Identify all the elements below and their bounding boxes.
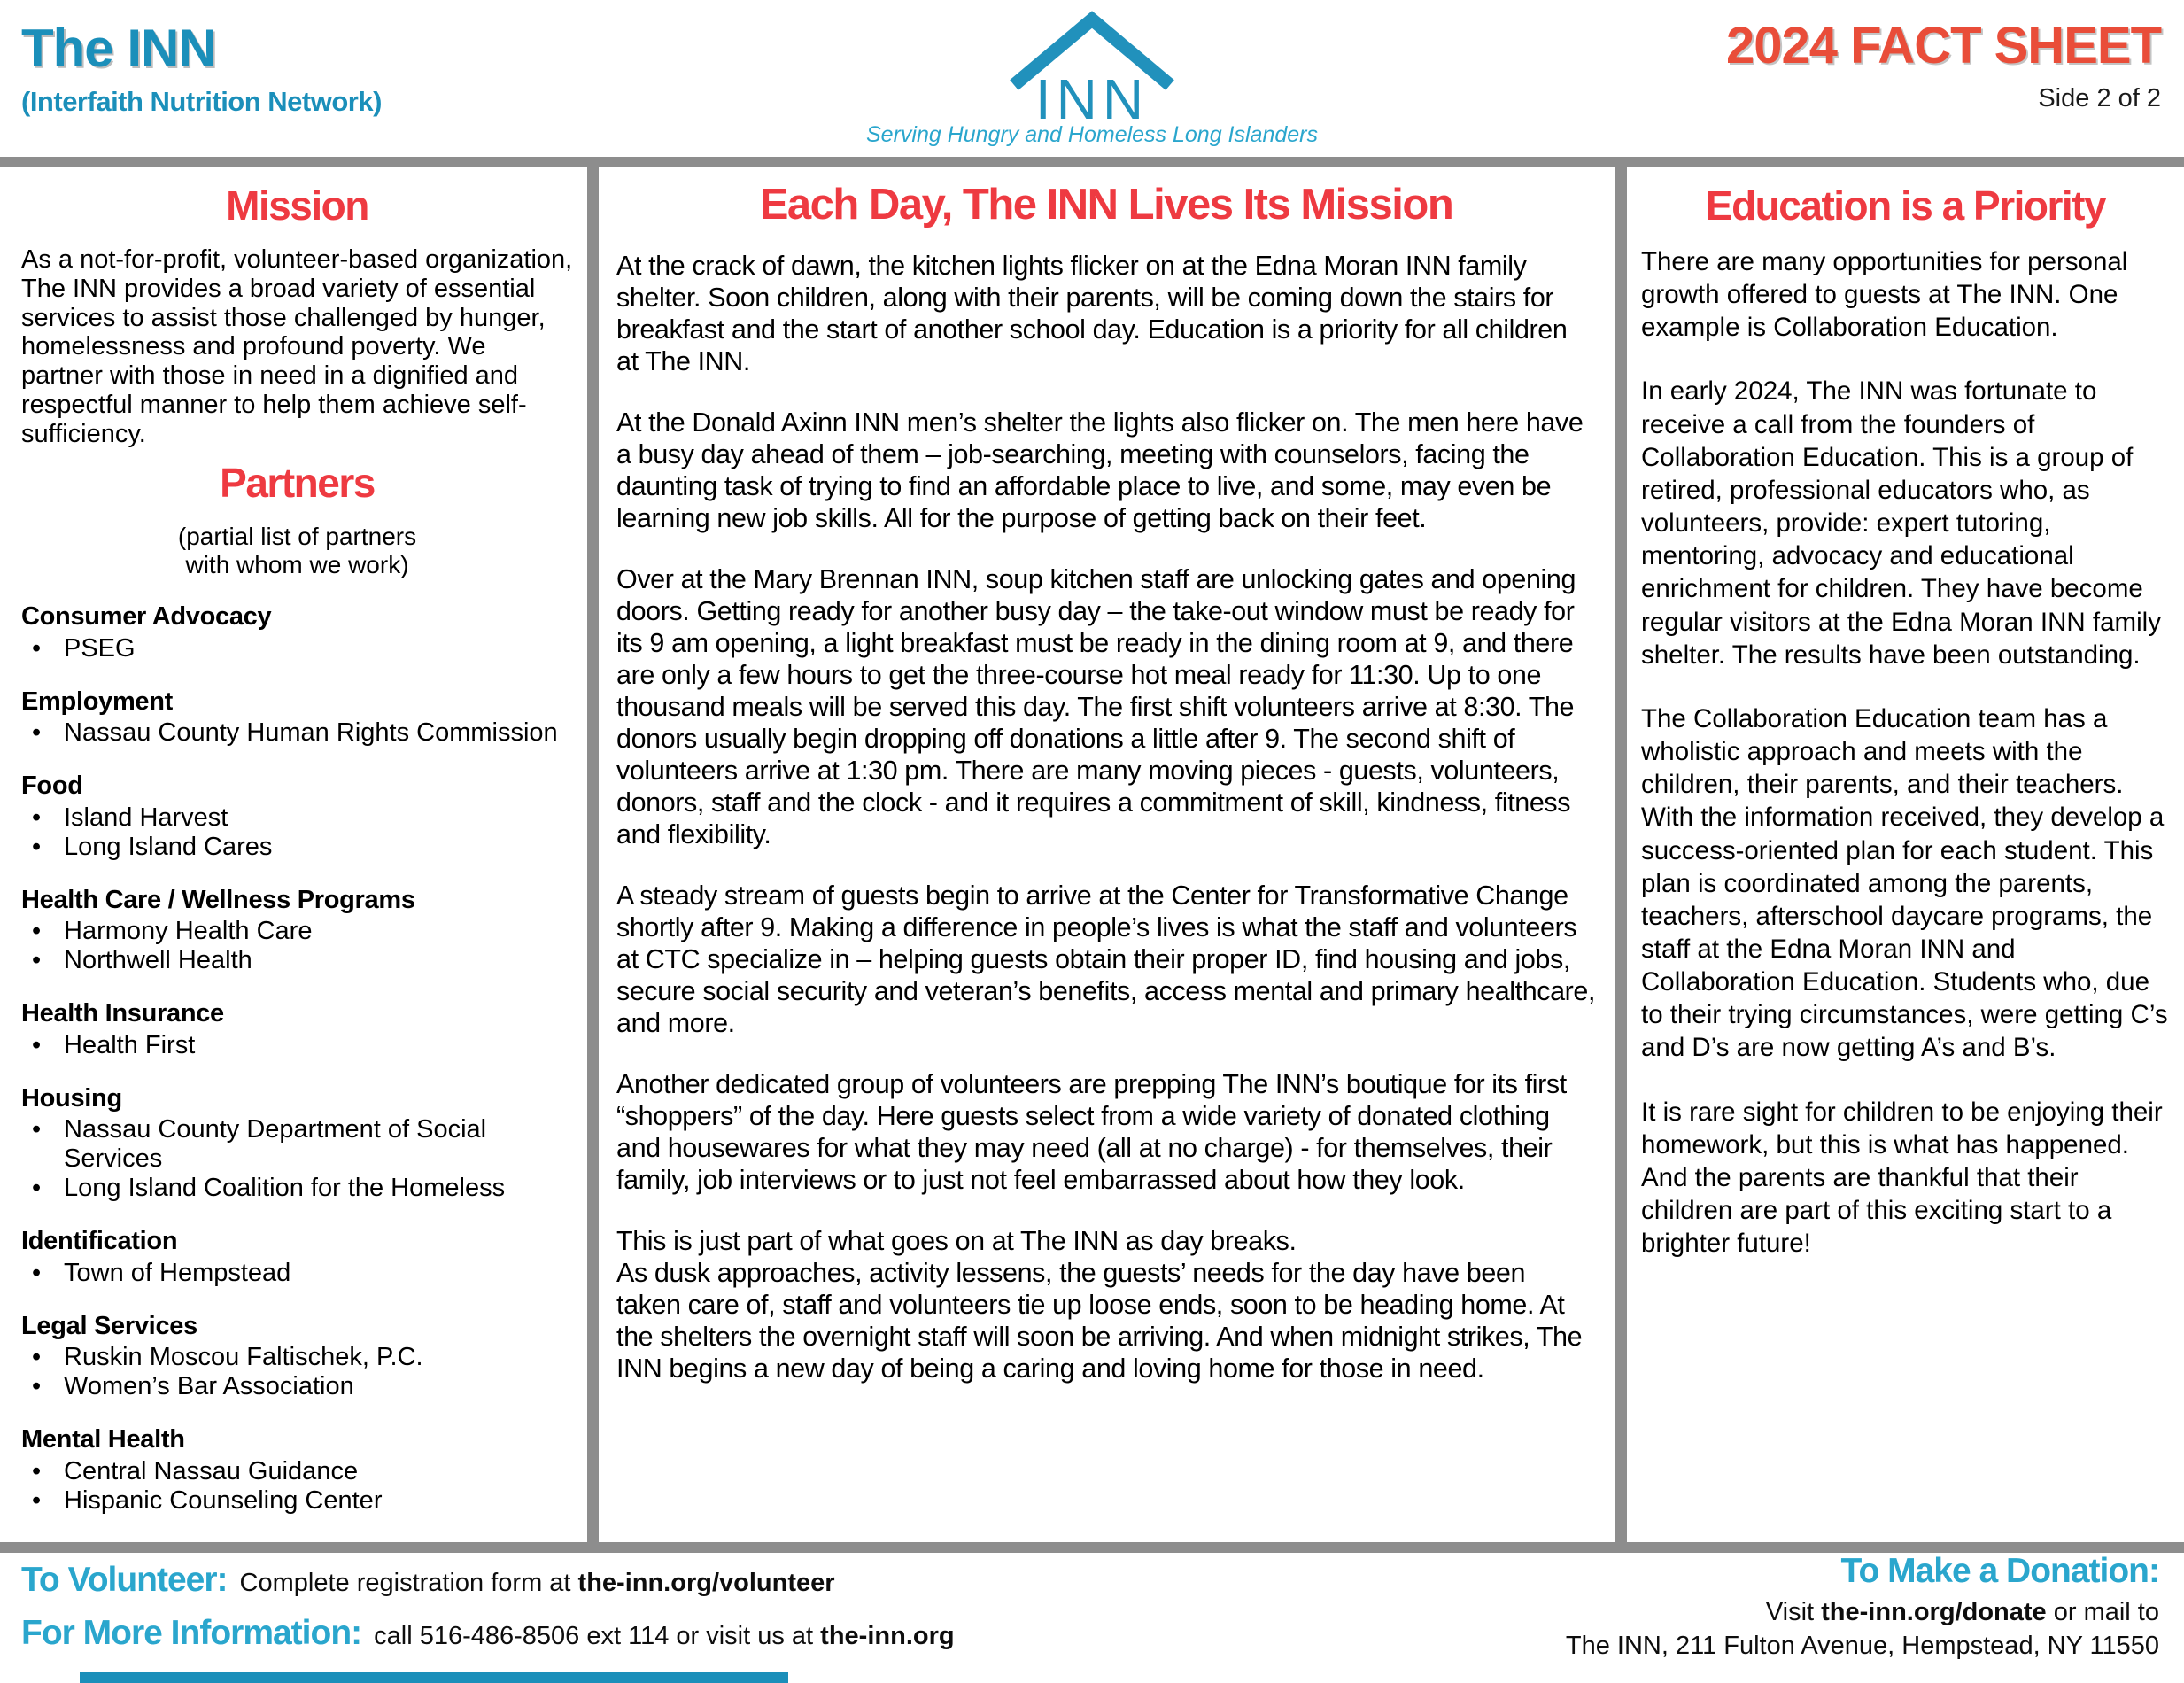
donation-block	[1566, 1552, 2159, 1663]
donation-line1-pre: Visit	[1765, 1598, 1822, 1626]
partner-group	[21, 999, 573, 1060]
partner-item: • Nassau County Department of Social Services	[21, 1115, 573, 1174]
footer-left	[21, 1561, 955, 1667]
partner-category: Food	[21, 772, 83, 801]
partner-category: Identification	[21, 1227, 178, 1256]
org-name: The INN	[21, 19, 216, 78]
partner-category: Employment	[21, 686, 174, 716]
partner-group	[21, 1227, 573, 1288]
paragraph: The Collaboration Education team has a wholistic approach and meets with the children, their parents, and their teachers. With the information received, they develop a success-oriented plan for each student. This plan is coordinated among the parents, teachers, afterschool daycare programs, the staff at the Edna Moran INN and Collaboration Education. Students who, due to their trying circumstances, were getting C’s and D’s are now getting A’s and B’s.	[1641, 703, 2168, 1063]
partner-category: Health Care / Wellness Programs	[21, 885, 415, 914]
partner-item: • PSEG	[21, 634, 573, 663]
partner-item: • Island Harvest	[21, 803, 573, 833]
partner-item: • Ruskin Moscou Faltischek, P.C.	[21, 1343, 573, 1372]
svg-text:INN: INN	[1034, 67, 1150, 122]
bottom-accent-bar	[80, 1672, 788, 1683]
paragraph: This is just part of what goes on at The INN as day breaks.	[616, 1225, 1297, 1256]
education-heading: Education is a Priority	[1705, 182, 2106, 229]
mission-heading: Mission	[226, 182, 368, 229]
paragraph: At the crack of dawn, the kitchen lights flicker on at the Edna Moran INN family shelter. Soon children, along with their parents, will be coming down the stairs for breakfast and the start of another school day. Education is a priority for all children at The INN.	[616, 251, 1568, 376]
partner-group	[21, 1425, 573, 1516]
partner-category: Legal Services	[21, 1311, 197, 1340]
volunteer-label: To Volunteer:	[21, 1561, 228, 1599]
column-divider	[587, 167, 599, 1542]
partner-item: • Long Island Cares	[21, 833, 573, 862]
education-column	[1627, 167, 2184, 1542]
column-divider	[1615, 167, 1627, 1542]
partner-item: • Women’s Bar Association	[21, 1372, 573, 1401]
paragraph: In early 2024, The INN was fortunate to receive a call from the founders of Collaboration Education. This is a group of retired, professional educators who, as volunteers, provide: expert tutoring, mentoring, advocacy and educational enrichment for children. They have become regular visitors at the Edna Moran INN family shelter. The results have been outstanding.	[1641, 376, 2161, 670]
info-label: For More Information:	[21, 1614, 362, 1652]
partner-group	[21, 602, 573, 663]
org-title-block	[21, 18, 382, 118]
partners-note: (partial list of partners	[177, 523, 417, 551]
partner-category: Housing	[21, 1083, 122, 1113]
side-label: Side 2 of 2	[2038, 84, 2161, 112]
partner-group	[21, 886, 573, 976]
volunteer-url: the-inn.org/volunteer	[577, 1569, 835, 1597]
partner-item: • Town of Hempstead	[21, 1259, 573, 1288]
paragraph: A steady stream of guests begin to arrive at the Center for Transformative Change shortly after 9. Making a difference in people’s lives is what the staff and volunteers at CTC specialize in – helping guests obtain their proper ID, find housing and jobs, secure social security and veteran’s benefits, access mental and primary healthcare, and more.	[616, 880, 1596, 1038]
info-row	[21, 1614, 955, 1653]
donation-line1	[1566, 1596, 2159, 1630]
donation-url: the-inn.org/donate	[1821, 1598, 2047, 1626]
partner-item: • Central Nassau Guidance	[21, 1457, 573, 1486]
org-tagline: Serving Hungry and Homeless Long Islanders	[866, 122, 1318, 147]
volunteer-row	[21, 1561, 955, 1600]
inn-house-logo-icon	[1003, 7, 1181, 122]
donation-line2: The INN, 211 Fulton Avenue, Hempstead, NY 11550	[1565, 1631, 2159, 1660]
partners-note: with whom we work)	[185, 550, 409, 578]
paragraph: Another dedicated group of volunteers are prepping The INN’s boutique for its first “shoppers” of the day. Here guests select from a wide variety of donated clothing and housewares for what they may need (all at no charge) - for themselves, their family, job interviews or to just not feel embarrassed about how they look.	[616, 1068, 1567, 1195]
donation-label: To Make a Donation:	[1840, 1552, 2159, 1590]
paragraph: Over at the Mary Brennan INN, soup kitchen staff are unlocking gates and opening doors. Getting ready for another busy day – the take-out window must be ready for its 9 am opening, a light breakfast must be ready in the dining room at 9, and there are only a few hours to get the three-course hot meal ready for 11:30. Up to one thousand meals will be served this day. The first shift volunteers arrive at 8:30. The donors usually begin dropping off donations a little after 9. The second shift of volunteers arrive at 1:30 pm. There are many moving pieces - guests, volunteers, donors, staff and the clock - and it requires a commitment of skill, kindness, fitness and flexibility.	[616, 563, 1576, 849]
info-url: the-inn.org	[820, 1622, 955, 1650]
each-day-column	[599, 167, 1615, 1542]
info-text-pre: call 516-486-8506 ext 114 or visit us at	[374, 1622, 821, 1650]
donation-line1-post: or mail to	[2046, 1598, 2159, 1626]
top-divider-bar	[0, 157, 2184, 167]
partner-item: • Long Island Coalition for the Homeless	[21, 1174, 573, 1203]
sheet-title-block	[1726, 16, 2161, 113]
partner-group	[21, 1312, 573, 1402]
volunteer-text	[240, 1569, 835, 1598]
paragraph: It is rare sight for children to be enjoying their homework, but this is what has happened. And the parents are thankful that their children are part of this exciting start to a brighter future!	[1641, 1097, 2163, 1259]
partner-group	[21, 687, 573, 748]
mission-column	[0, 167, 587, 1542]
partner-category: Mental Health	[21, 1425, 185, 1454]
org-subtitle: (Interfaith Nutrition Network)	[21, 86, 382, 117]
partner-item: • Hispanic Counseling Center	[21, 1486, 573, 1516]
partner-category: Health Insurance	[21, 999, 224, 1028]
partner-group	[21, 1084, 573, 1204]
fact-sheet-title: 2024 FACT SHEET	[1725, 17, 2161, 74]
partner-category: Consumer Advocacy	[21, 602, 272, 632]
each-day-heading: Each Day, The INN Lives Its Mission	[759, 181, 1453, 229]
partners-heading: Partners	[220, 460, 375, 507]
partner-item: • Nassau County Human Rights Commission	[21, 718, 573, 748]
logo-block	[826, 7, 1358, 148]
info-text	[374, 1622, 954, 1651]
paragraph: At the Donald Axinn INN men’s shelter the lights also flicker on. The men here have a busy day ahead of them – job-searching, meeting with counselors, facing the daunting task of trying to find an affordable place to live, and some, may even be learning new job skills. All for the purpose of getting back on their feet.	[616, 407, 1584, 533]
partner-item: • Health First	[21, 1031, 573, 1060]
paragraph: There are many opportunities for personal growth offered to guests at The INN. One example is Collaboration Education.	[1641, 247, 2128, 343]
mission-body: As a not-for-profit, volunteer-based organization, The INN provides a broad variety of essential services to assist those challenged by hunger, homelessness and profound poverty. We partner with those in need in a dignified and respectful manner to help them achieve self-sufficiency.	[21, 245, 573, 448]
partner-item: • Northwell Health	[21, 946, 573, 975]
paragraph: As dusk approaches, activity lessens, the guests’ needs for the day have been taken care of, staff and volunteers tie up loose ends, soon to be heading home. At the shelters the overnight staff will soon be arriving. And when midnight strikes, The INN begins a new day of being a caring and loving home for those in need.	[616, 1257, 1583, 1384]
partner-group	[21, 772, 573, 862]
partner-item: • Harmony Health Care	[21, 917, 573, 946]
volunteer-text-pre: Complete registration form at	[239, 1569, 578, 1597]
